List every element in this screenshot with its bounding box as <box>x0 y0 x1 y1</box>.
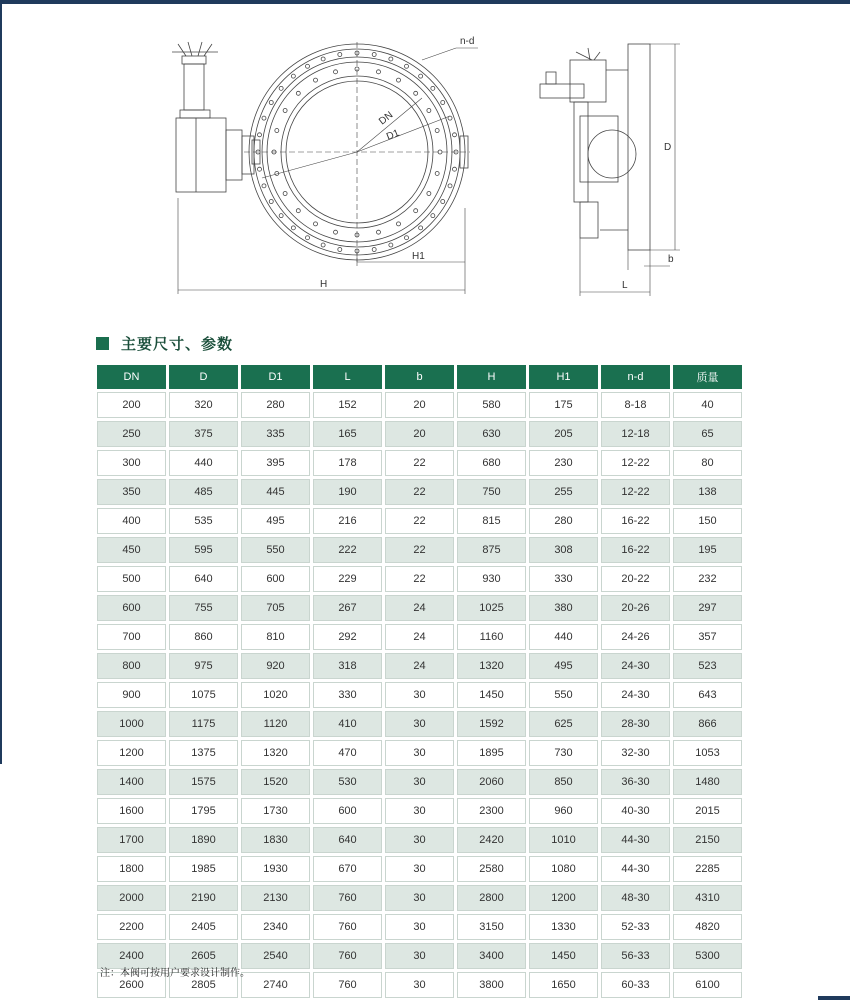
table-cell: 440 <box>169 450 238 476</box>
table-cell: 640 <box>169 566 238 592</box>
table-row <box>97 479 742 505</box>
table-row <box>97 421 742 447</box>
table-row <box>97 769 742 795</box>
column-header: H <box>457 365 526 389</box>
table-row <box>97 711 742 737</box>
table-cell: 175 <box>529 392 598 418</box>
table-cell: 2420 <box>457 827 526 853</box>
table-cell: 318 <box>313 653 382 679</box>
table-cell: 1450 <box>529 943 598 969</box>
table-cell: 16-22 <box>601 537 670 563</box>
table-cell: 22 <box>385 450 454 476</box>
table-cell: 630 <box>457 421 526 447</box>
table-cell: 2200 <box>97 914 166 940</box>
table-cell: 523 <box>673 653 742 679</box>
front-handwheel <box>172 42 218 118</box>
table-cell: 640 <box>313 827 382 853</box>
bolt-hole <box>314 222 318 226</box>
table-cell: 150 <box>673 508 742 534</box>
table-cell: 292 <box>313 624 382 650</box>
table-cell: 1890 <box>169 827 238 853</box>
column-header: D <box>169 365 238 389</box>
table-cell: 30 <box>385 682 454 708</box>
bolt-hole <box>452 133 456 137</box>
table-cell: 4820 <box>673 914 742 940</box>
table-cell: 1930 <box>241 856 310 882</box>
table-cell: 470 <box>313 740 382 766</box>
bolt-hole <box>441 101 445 105</box>
bolt-hole <box>279 214 283 218</box>
table-cell: 30 <box>385 885 454 911</box>
table-row <box>97 624 742 650</box>
table-cell: 495 <box>529 653 598 679</box>
table-cell: 1200 <box>97 740 166 766</box>
bolt-hole <box>431 214 435 218</box>
table-cell: 230 <box>529 450 598 476</box>
bolt-hole <box>291 226 295 230</box>
table-cell: 12-22 <box>601 450 670 476</box>
table-cell: 40-30 <box>601 798 670 824</box>
table-cell: 580 <box>457 392 526 418</box>
table-cell: 400 <box>97 508 166 534</box>
table-cell: 2405 <box>169 914 238 940</box>
bolt-hole <box>397 78 401 82</box>
table-row <box>97 856 742 882</box>
table-cell: 138 <box>673 479 742 505</box>
table-cell: 535 <box>169 508 238 534</box>
table-cell: 1053 <box>673 740 742 766</box>
label-b: b <box>668 254 674 265</box>
table-cell: 1010 <box>529 827 598 853</box>
table-cell: 815 <box>457 508 526 534</box>
table-cell: 22 <box>385 508 454 534</box>
table-cell: 530 <box>313 769 382 795</box>
table-cell: 222 <box>313 537 382 563</box>
table-cell: 2300 <box>457 798 526 824</box>
table-cell: 1175 <box>169 711 238 737</box>
table-cell: 190 <box>313 479 382 505</box>
table-row <box>97 595 742 621</box>
table-cell: 44-30 <box>601 827 670 853</box>
spec-table <box>94 362 745 1001</box>
table-cell: 24 <box>385 653 454 679</box>
table-row <box>97 653 742 679</box>
table-cell: 445 <box>241 479 310 505</box>
table-cell: 700 <box>97 624 166 650</box>
column-header: L <box>313 365 382 389</box>
table-cell: 20-22 <box>601 566 670 592</box>
table-cell: 500 <box>97 566 166 592</box>
table-cell: 760 <box>313 943 382 969</box>
table-cell: 2400 <box>97 943 166 969</box>
bolt-hole <box>279 86 283 90</box>
table-cell: 56-33 <box>601 943 670 969</box>
bolt-hole <box>306 64 310 68</box>
table-cell: 1985 <box>169 856 238 882</box>
bolt-hole <box>397 222 401 226</box>
table-cell: 80 <box>673 450 742 476</box>
table-row <box>97 450 742 476</box>
table-cell: 2340 <box>241 914 310 940</box>
table-cell: 1025 <box>457 595 526 621</box>
table-row <box>97 508 742 534</box>
table-cell: 255 <box>529 479 598 505</box>
top-border <box>0 0 850 4</box>
table-cell: 3150 <box>457 914 526 940</box>
valve-technical-drawing <box>160 30 700 310</box>
bolt-hole <box>427 192 431 196</box>
table-cell: 760 <box>313 972 382 998</box>
bolt-hole <box>314 78 318 82</box>
heading-square-icon <box>96 337 109 350</box>
table-cell: 48-30 <box>601 885 670 911</box>
table-cell: 1320 <box>457 653 526 679</box>
table-cell: 730 <box>529 740 598 766</box>
bolt-hole <box>431 86 435 90</box>
table-cell: 232 <box>673 566 742 592</box>
table-cell: 30 <box>385 740 454 766</box>
table-cell: 1200 <box>529 885 598 911</box>
table-cell: 216 <box>313 508 382 534</box>
table-cell: 1160 <box>457 624 526 650</box>
table-cell: 800 <box>97 653 166 679</box>
table-cell: 2150 <box>673 827 742 853</box>
table-cell: 2285 <box>673 856 742 882</box>
table-cell: 12-22 <box>601 479 670 505</box>
table-cell: 22 <box>385 537 454 563</box>
table-cell: 1330 <box>529 914 598 940</box>
bolt-hole <box>389 243 393 247</box>
bolt-hole <box>334 230 338 234</box>
table-cell: 2540 <box>241 943 310 969</box>
table-cell: 2190 <box>169 885 238 911</box>
table-cell: 625 <box>529 711 598 737</box>
table-cell: 3400 <box>457 943 526 969</box>
table-cell: 1075 <box>169 682 238 708</box>
table-cell: 30 <box>385 914 454 940</box>
bolt-hole <box>296 91 300 95</box>
table-cell: 1080 <box>529 856 598 882</box>
table-cell: 900 <box>97 682 166 708</box>
table-cell: 2580 <box>457 856 526 882</box>
bolt-hole <box>414 209 418 213</box>
table-cell: 280 <box>529 508 598 534</box>
bolt-hole <box>419 226 423 230</box>
front-gearbox <box>176 118 254 192</box>
table-row <box>97 914 742 940</box>
table-cell: 60-33 <box>601 972 670 998</box>
table-cell: 30 <box>385 711 454 737</box>
table-cell: 2015 <box>673 798 742 824</box>
bolt-hole <box>435 171 439 175</box>
table-cell: 1375 <box>169 740 238 766</box>
table-cell: 930 <box>457 566 526 592</box>
table-cell: 2600 <box>97 972 166 998</box>
column-header: D1 <box>241 365 310 389</box>
table-cell: 2805 <box>169 972 238 998</box>
table-cell: 320 <box>169 392 238 418</box>
table-cell: 1000 <box>97 711 166 737</box>
table-cell: 12-18 <box>601 421 670 447</box>
table-cell: 24-30 <box>601 653 670 679</box>
bolt-hole <box>338 247 342 251</box>
table-cell: 24-26 <box>601 624 670 650</box>
label-d1: D1 <box>385 127 401 143</box>
table-cell: 40 <box>673 392 742 418</box>
bolt-hole <box>376 230 380 234</box>
table-cell: 52-33 <box>601 914 670 940</box>
table-cell: 595 <box>169 537 238 563</box>
table-cell: 1795 <box>169 798 238 824</box>
label-l: L <box>622 280 628 291</box>
footnote: 注：本阀可按用户要求设计制作。 <box>100 968 250 979</box>
table-cell: 1592 <box>457 711 526 737</box>
table-cell: 335 <box>241 421 310 447</box>
table-cell: 350 <box>97 479 166 505</box>
bolt-hole <box>296 209 300 213</box>
table-cell: 205 <box>529 421 598 447</box>
column-header: n-d <box>601 365 670 389</box>
table-cell: 300 <box>97 450 166 476</box>
column-header: b <box>385 365 454 389</box>
table-cell: 600 <box>313 798 382 824</box>
table-cell: 375 <box>169 421 238 447</box>
table-cell: 1895 <box>457 740 526 766</box>
bolt-hole <box>334 70 338 74</box>
table-cell: 866 <box>673 711 742 737</box>
bolt-hole <box>452 167 456 171</box>
table-cell: 1120 <box>241 711 310 737</box>
bolt-hole <box>269 101 273 105</box>
table-cell: 308 <box>529 537 598 563</box>
table-cell: 550 <box>241 537 310 563</box>
label-dn: DN <box>377 109 396 128</box>
table-cell: 20-26 <box>601 595 670 621</box>
table-cell: 152 <box>313 392 382 418</box>
bolt-hole <box>405 64 409 68</box>
table-cell: 395 <box>241 450 310 476</box>
table-cell: 1520 <box>241 769 310 795</box>
table-cell: 1800 <box>97 856 166 882</box>
table-cell: 1020 <box>241 682 310 708</box>
table-cell: 44-30 <box>601 856 670 882</box>
table-cell: 2130 <box>241 885 310 911</box>
table-cell: 330 <box>529 566 598 592</box>
table-cell: 850 <box>529 769 598 795</box>
table-cell: 860 <box>169 624 238 650</box>
table-cell: 30 <box>385 856 454 882</box>
table-row <box>97 885 742 911</box>
table-row <box>97 798 742 824</box>
table-cell: 643 <box>673 682 742 708</box>
bolt-hole <box>372 53 376 57</box>
section-title: 主要尺寸、参数 <box>121 336 234 353</box>
table-cell: 410 <box>313 711 382 737</box>
bolt-hole <box>262 184 266 188</box>
table-cell: 8-18 <box>601 392 670 418</box>
table-cell: 28-30 <box>601 711 670 737</box>
table-cell: 960 <box>529 798 598 824</box>
table-cell: 178 <box>313 450 382 476</box>
bolt-hole <box>389 57 393 61</box>
table-cell: 440 <box>529 624 598 650</box>
table-cell: 65 <box>673 421 742 447</box>
table-cell: 22 <box>385 479 454 505</box>
bolt-hole <box>419 74 423 78</box>
table-cell: 750 <box>457 479 526 505</box>
table-cell: 485 <box>169 479 238 505</box>
table-cell: 20 <box>385 421 454 447</box>
label-nd: n-d <box>460 36 475 47</box>
bolt-hole <box>427 109 431 113</box>
table-cell: 1320 <box>241 740 310 766</box>
table-cell: 760 <box>313 885 382 911</box>
table-cell: 16-22 <box>601 508 670 534</box>
table-cell: 330 <box>313 682 382 708</box>
table-cell: 2740 <box>241 972 310 998</box>
bolt-hole <box>372 247 376 251</box>
table-row <box>97 392 742 418</box>
bolt-hole <box>283 109 287 113</box>
table-cell: 32-30 <box>601 740 670 766</box>
table-cell: 4310 <box>673 885 742 911</box>
bolt-hole <box>269 200 273 204</box>
table-cell: 2000 <box>97 885 166 911</box>
bolt-hole <box>321 57 325 61</box>
table-cell: 267 <box>313 595 382 621</box>
table-cell: 450 <box>97 537 166 563</box>
table-cell: 380 <box>529 595 598 621</box>
table-cell: 810 <box>241 624 310 650</box>
table-cell: 200 <box>97 392 166 418</box>
table-cell: 30 <box>385 827 454 853</box>
table-cell: 670 <box>313 856 382 882</box>
table-cell: 2060 <box>457 769 526 795</box>
table-cell: 975 <box>169 653 238 679</box>
table-cell: 600 <box>97 595 166 621</box>
table-cell: 30 <box>385 769 454 795</box>
table-cell: 550 <box>529 682 598 708</box>
table-cell: 600 <box>241 566 310 592</box>
table-cell: 30 <box>385 943 454 969</box>
table-row <box>97 566 742 592</box>
bottom-corner-mark <box>818 996 850 1000</box>
table-cell: 250 <box>97 421 166 447</box>
table-cell: 280 <box>241 392 310 418</box>
table-cell: 1700 <box>97 827 166 853</box>
label-h1: H1 <box>412 251 425 262</box>
table-cell: 30 <box>385 798 454 824</box>
bolt-hole <box>376 70 380 74</box>
table-cell: 195 <box>673 537 742 563</box>
table-cell: 760 <box>313 914 382 940</box>
table-row <box>97 537 742 563</box>
left-border <box>0 4 2 764</box>
table-header-row <box>97 365 742 389</box>
table-cell: 755 <box>169 595 238 621</box>
bolt-hole <box>258 167 262 171</box>
table-cell: 20 <box>385 392 454 418</box>
table-cell: 920 <box>241 653 310 679</box>
table-cell: 357 <box>673 624 742 650</box>
table-cell: 36-30 <box>601 769 670 795</box>
section-heading <box>96 333 233 354</box>
table-cell: 495 <box>241 508 310 534</box>
table-cell: 1600 <box>97 798 166 824</box>
table-cell: 1450 <box>457 682 526 708</box>
table-cell: 24-30 <box>601 682 670 708</box>
bolt-hole <box>275 129 279 133</box>
table-row <box>97 740 742 766</box>
bolt-hole <box>283 192 287 196</box>
bolt-hole <box>448 184 452 188</box>
table-cell: 6100 <box>673 972 742 998</box>
label-h: H <box>320 279 328 290</box>
table-cell: 229 <box>313 566 382 592</box>
table-cell: 680 <box>457 450 526 476</box>
bolt-hole <box>441 200 445 204</box>
side-view <box>540 44 680 296</box>
table-cell: 875 <box>457 537 526 563</box>
table-cell: 1575 <box>169 769 238 795</box>
table-cell: 1650 <box>529 972 598 998</box>
table-cell: 5300 <box>673 943 742 969</box>
bolt-hole <box>321 243 325 247</box>
table-cell: 1480 <box>673 769 742 795</box>
table-cell: 705 <box>241 595 310 621</box>
table-cell: 24 <box>385 624 454 650</box>
table-cell: 2800 <box>457 885 526 911</box>
column-header: H1 <box>529 365 598 389</box>
table-cell: 1730 <box>241 798 310 824</box>
bolt-hole <box>306 236 310 240</box>
table-cell: 22 <box>385 566 454 592</box>
label-d: D <box>664 142 672 153</box>
table-cell: 24 <box>385 595 454 621</box>
table-row <box>97 827 742 853</box>
bolt-hole <box>414 91 418 95</box>
table-cell: 3800 <box>457 972 526 998</box>
bolt-hole <box>291 74 295 78</box>
bolt-hole <box>405 236 409 240</box>
table-row <box>97 682 742 708</box>
table-cell: 1830 <box>241 827 310 853</box>
column-header: 质量 <box>673 365 742 389</box>
table-cell: 297 <box>673 595 742 621</box>
bolt-hole <box>338 53 342 57</box>
table-cell: 2605 <box>169 943 238 969</box>
table-cell: 30 <box>385 972 454 998</box>
bolt-hole <box>262 116 266 120</box>
table-cell: 1400 <box>97 769 166 795</box>
table-cell: 165 <box>313 421 382 447</box>
bolt-hole <box>258 133 262 137</box>
bolt-hole <box>435 129 439 133</box>
column-header: DN <box>97 365 166 389</box>
